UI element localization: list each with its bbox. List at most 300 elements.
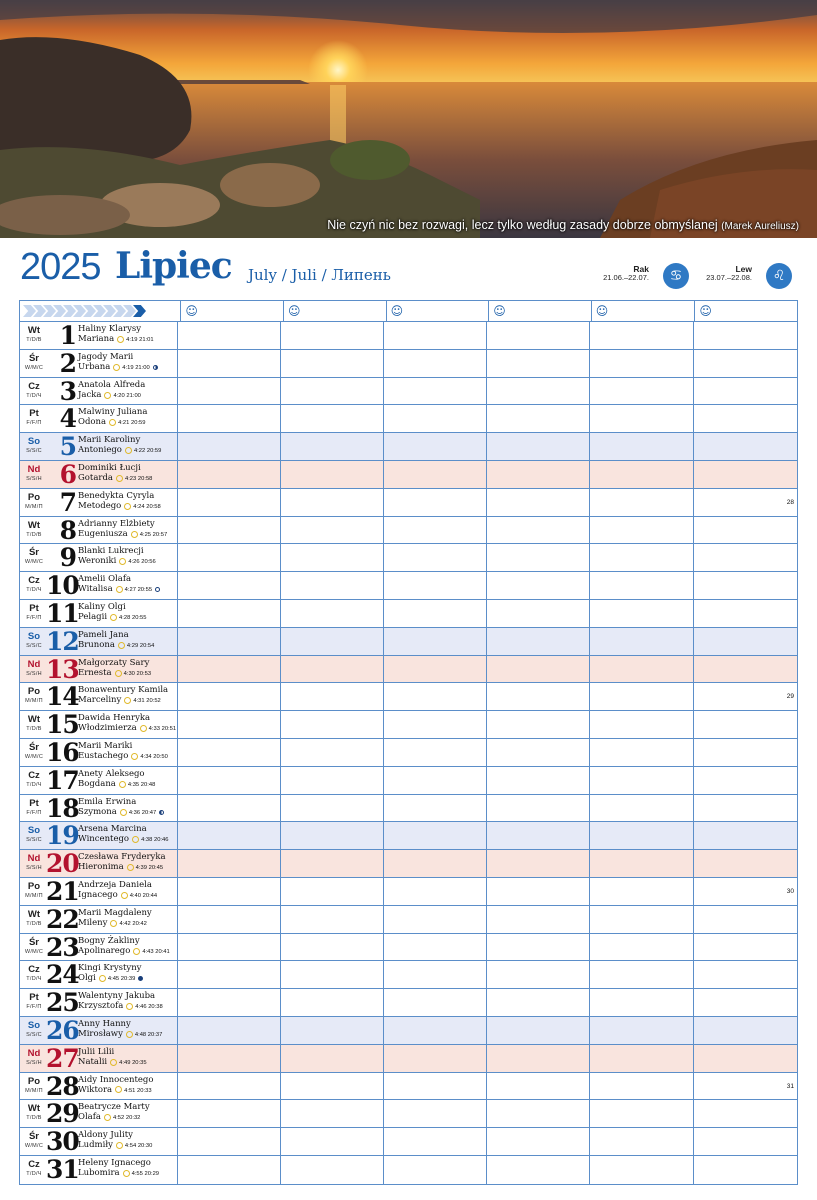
note-cell[interactable] — [281, 934, 384, 961]
note-cell[interactable] — [384, 711, 487, 738]
note-cell[interactable] — [384, 1156, 487, 1184]
day-of-week: Nd — [27, 463, 41, 475]
note-cell[interactable] — [590, 1017, 694, 1044]
note-cell[interactable] — [281, 989, 384, 1016]
note-cell[interactable] — [487, 1017, 590, 1044]
day-number: 4 — [59, 404, 76, 434]
note-cell[interactable] — [384, 322, 487, 349]
note-cell[interactable] — [487, 795, 590, 822]
note-cell[interactable] — [178, 322, 281, 349]
note-cell[interactable] — [178, 433, 281, 460]
sunset-time: 20:56 — [141, 559, 156, 566]
note-cell[interactable] — [487, 822, 590, 849]
name-days-line1: Walentyny Jakuba — [78, 991, 156, 1002]
note-cell[interactable] — [487, 517, 590, 544]
name-days-line2 — [78, 947, 170, 956]
note-cell[interactable] — [590, 544, 694, 571]
name-days-line1: Heleny Ignacego — [78, 1157, 151, 1168]
note-cell[interactable] — [178, 350, 281, 377]
note-cell[interactable] — [590, 322, 694, 349]
note-cell[interactable] — [281, 850, 384, 877]
name-days-line2 — [78, 418, 146, 427]
note-cell[interactable] — [281, 1128, 384, 1155]
note-cell[interactable] — [694, 322, 796, 349]
note-cell[interactable] — [384, 1017, 487, 1044]
note-cell[interactable] — [281, 517, 384, 544]
note-cell[interactable] — [487, 378, 590, 405]
note-cell[interactable] — [178, 628, 281, 655]
note-cell[interactable] — [384, 628, 487, 655]
note-cell[interactable] — [281, 767, 384, 794]
note-cell[interactable] — [178, 822, 281, 849]
note-cell[interactable] — [694, 433, 796, 460]
note-cell[interactable] — [590, 961, 694, 988]
note-cell[interactable] — [384, 433, 487, 460]
sun-times — [117, 337, 153, 343]
sun-times — [110, 1060, 146, 1066]
day-info — [20, 378, 178, 405]
note-cell[interactable] — [178, 1100, 281, 1127]
day-info — [20, 544, 178, 571]
note-cell[interactable] — [281, 600, 384, 627]
note-cell[interactable] — [384, 906, 487, 933]
note-cell[interactable] — [178, 489, 281, 516]
note-cell[interactable] — [487, 767, 590, 794]
note-cell[interactable] — [694, 628, 796, 655]
note-cell[interactable] — [694, 1156, 796, 1184]
day-of-week-translations: S/S/C — [26, 448, 42, 455]
sunset-time: 20:32 — [125, 1115, 141, 1122]
note-cell[interactable] — [178, 517, 281, 544]
note-cell[interactable] — [590, 572, 694, 599]
note-cell[interactable] — [694, 767, 796, 794]
sunrise-time: 4:35 — [127, 781, 140, 788]
note-cell[interactable] — [487, 683, 590, 710]
note-cell[interactable] — [281, 378, 384, 405]
name-days-line1: Andrzeja Daniela — [78, 879, 152, 890]
note-cell[interactable] — [487, 544, 590, 571]
name-days-line2 — [78, 780, 155, 789]
note-cell[interactable] — [694, 405, 796, 432]
note-cell[interactable] — [487, 906, 590, 933]
note-cell[interactable] — [694, 934, 796, 961]
note-cell[interactable] — [590, 517, 694, 544]
note-cell[interactable] — [694, 600, 796, 627]
day-of-week: Wt — [27, 714, 41, 726]
sunrise-time: 4:46 — [135, 1004, 147, 1011]
note-cell[interactable] — [281, 1017, 384, 1044]
sunrise-time: 4:27 — [124, 587, 136, 594]
note-cell[interactable] — [178, 600, 281, 627]
sun-icon — [110, 920, 117, 927]
sun-times — [110, 615, 146, 621]
note-cell[interactable] — [694, 961, 796, 988]
sunset-time: 20:38 — [148, 1004, 163, 1011]
sunset-time: 20:48 — [140, 781, 156, 788]
note-cell[interactable] — [590, 656, 694, 683]
note-cell[interactable] — [178, 989, 281, 1016]
name-days-line1: Marii Mariki — [78, 740, 133, 751]
note-cell[interactable] — [694, 906, 796, 933]
note-cell[interactable] — [178, 572, 281, 599]
note-cell[interactable] — [694, 1017, 796, 1044]
day-number: 28 — [46, 1071, 79, 1101]
note-cell[interactable] — [281, 822, 384, 849]
note-cell[interactable] — [281, 544, 384, 571]
sun-times — [109, 420, 145, 426]
note-cell[interactable] — [590, 989, 694, 1016]
sun-icon — [126, 1003, 133, 1010]
sunset-time: 20:44 — [142, 892, 158, 899]
note-cell[interactable] — [694, 572, 796, 599]
note-cell[interactable] — [178, 767, 281, 794]
note-cell[interactable] — [590, 711, 694, 738]
note-cell[interactable] — [281, 739, 384, 766]
day-row — [20, 934, 797, 962]
note-cell[interactable] — [281, 405, 384, 432]
name-days-line1: Bogny Żakliny — [78, 935, 140, 946]
note-cell[interactable] — [590, 739, 694, 766]
name-days-text: Eugeniusza — [78, 528, 128, 539]
note-cell[interactable] — [384, 961, 487, 988]
note-cell[interactable] — [694, 350, 796, 377]
sun-icon — [104, 392, 111, 399]
note-cell[interactable] — [178, 1017, 281, 1044]
sunrise-time: 4:19 — [126, 337, 138, 343]
note-cell[interactable] — [178, 934, 281, 961]
sun-times — [119, 782, 155, 788]
name-days-line1: Kaliny Olgi — [78, 601, 126, 612]
name-days-line2 — [78, 919, 147, 928]
note-cell[interactable] — [487, 711, 590, 738]
note-cell[interactable] — [694, 378, 796, 405]
note-cell[interactable] — [384, 739, 487, 766]
note-cell[interactable] — [590, 433, 694, 460]
name-days-text: Olgi — [78, 973, 96, 984]
note-cell[interactable] — [694, 795, 796, 822]
note-cell[interactable] — [178, 1156, 281, 1184]
note-cell[interactable] — [487, 1045, 590, 1072]
note-cell[interactable] — [590, 1100, 694, 1127]
note-cell[interactable] — [178, 683, 281, 710]
week-number: 31 — [786, 1082, 794, 1090]
note-cell[interactable] — [694, 850, 796, 877]
note-cell[interactable] — [178, 1128, 281, 1155]
note-cell[interactable] — [384, 600, 487, 627]
note-cell[interactable] — [590, 934, 694, 961]
note-cell[interactable] — [384, 1100, 487, 1127]
day-of-week: Cz — [28, 964, 40, 976]
note-cell[interactable] — [487, 1073, 590, 1100]
note-cell[interactable] — [590, 405, 694, 432]
note-cell[interactable] — [178, 656, 281, 683]
day-info — [20, 572, 178, 599]
sunset-time: 20:57 — [152, 531, 168, 538]
note-cell[interactable] — [384, 572, 487, 599]
note-cell[interactable] — [590, 489, 694, 516]
note-cell[interactable] — [281, 1073, 384, 1100]
note-cell[interactable] — [384, 350, 487, 377]
name-days-line2 — [78, 808, 164, 817]
note-cell[interactable] — [384, 934, 487, 961]
note-cell[interactable] — [487, 600, 590, 627]
note-cell[interactable] — [384, 1128, 487, 1155]
note-cell[interactable] — [178, 739, 281, 766]
name-days-line2 — [78, 502, 161, 511]
note-cell[interactable] — [590, 1156, 694, 1184]
day-number: 17 — [46, 765, 79, 795]
note-cell[interactable] — [694, 1045, 796, 1072]
note-cell[interactable] — [487, 572, 590, 599]
note-cell[interactable] — [281, 350, 384, 377]
note-cell[interactable] — [487, 350, 590, 377]
note-cell[interactable] — [590, 767, 694, 794]
sunset-time: 21:00 — [135, 364, 150, 371]
day-row — [20, 850, 797, 878]
sunset-time: 20:35 — [132, 1059, 147, 1066]
note-cell[interactable] — [178, 378, 281, 405]
name-days-text: Jacka — [78, 389, 102, 400]
note-cell[interactable] — [487, 628, 590, 655]
note-cell[interactable] — [694, 711, 796, 738]
note-cell[interactable] — [384, 378, 487, 405]
day-info — [20, 517, 178, 544]
note-cell[interactable] — [590, 822, 694, 849]
note-cell[interactable] — [590, 850, 694, 877]
note-cell[interactable] — [281, 711, 384, 738]
note-cell[interactable] — [384, 405, 487, 432]
name-days-line1: Aidy Innocentego — [78, 1074, 154, 1085]
note-cell[interactable] — [281, 656, 384, 683]
note-cell[interactable] — [590, 906, 694, 933]
smiley-icon: ☺ — [595, 304, 609, 318]
note-cell[interactable] — [384, 461, 487, 488]
day-info — [20, 739, 178, 766]
day-of-week-translations: M/M/П — [25, 698, 43, 705]
note-cell[interactable] — [694, 656, 796, 683]
sun-times — [125, 448, 161, 454]
note-cell[interactable] — [590, 628, 694, 655]
day-number: 1 — [59, 321, 76, 350]
note-cell[interactable] — [487, 433, 590, 460]
day-info — [20, 767, 178, 794]
day-of-week-translations: T/D/Ч — [26, 392, 42, 399]
sunset-time: 20:53 — [136, 670, 152, 677]
sun-icon — [124, 503, 131, 510]
note-cell[interactable] — [590, 600, 694, 627]
note-cell[interactable] — [178, 795, 281, 822]
note-cell[interactable] — [281, 795, 384, 822]
note-cell[interactable] — [694, 461, 796, 488]
sun-times — [126, 1032, 162, 1038]
note-cell[interactable] — [384, 517, 487, 544]
sun-times — [131, 532, 167, 538]
note-cell[interactable] — [487, 1100, 590, 1127]
note-cell[interactable] — [694, 989, 796, 1016]
note-cell[interactable] — [590, 1045, 694, 1072]
day-of-week: Wt — [27, 519, 41, 531]
column-header-6 — [695, 301, 797, 321]
day-number: 20 — [46, 849, 79, 879]
sunrise-time: 4:20 — [113, 392, 125, 399]
cancer-icon: ♋ — [663, 263, 689, 289]
day-info — [20, 989, 178, 1016]
name-days-line2 — [78, 1169, 159, 1178]
day-number: 11 — [46, 598, 79, 628]
sun-times — [99, 976, 143, 982]
note-cell[interactable] — [281, 322, 384, 349]
note-cell[interactable] — [281, 878, 384, 905]
day-info — [20, 934, 178, 961]
name-days-text: Antoniego — [78, 445, 122, 456]
sun-icon — [131, 753, 138, 760]
note-cell[interactable] — [384, 544, 487, 571]
note-cell[interactable] — [694, 544, 796, 571]
name-days-line2 — [78, 696, 161, 705]
sun-icon — [127, 864, 134, 871]
note-cell[interactable] — [694, 489, 796, 516]
day-of-week: Nd — [27, 853, 41, 865]
day-of-week-translations: T/D/B — [26, 1115, 42, 1122]
note-cell[interactable] — [694, 1128, 796, 1155]
note-cell[interactable] — [281, 1045, 384, 1072]
sunset-time: 20:58 — [146, 503, 161, 510]
sunrise-time: 4:38 — [141, 837, 153, 844]
note-cell[interactable] — [281, 961, 384, 988]
chevron-arrow-icon — [20, 301, 181, 321]
name-days-text: Urbana — [78, 361, 111, 372]
note-cell[interactable] — [384, 795, 487, 822]
name-days-line2 — [78, 1002, 163, 1011]
note-cell[interactable] — [487, 989, 590, 1016]
smiley-icon: ☺ — [699, 304, 712, 318]
note-cell[interactable] — [487, 850, 590, 877]
name-days-line2 — [78, 1058, 147, 1067]
note-cell[interactable] — [384, 822, 487, 849]
day-number: 5 — [59, 432, 76, 462]
day-row — [20, 433, 797, 461]
note-cell[interactable] — [487, 934, 590, 961]
name-days-line1: Julii Lilii — [78, 1046, 115, 1057]
column-header-5 — [592, 301, 696, 321]
sun-times — [131, 754, 167, 760]
zodiac-name: Rak — [633, 264, 649, 274]
note-cell[interactable] — [384, 850, 487, 877]
note-cell[interactable] — [487, 878, 590, 905]
note-cell[interactable] — [694, 517, 796, 544]
day-row — [20, 1017, 797, 1045]
note-cell[interactable] — [590, 683, 694, 710]
note-cell[interactable] — [281, 461, 384, 488]
note-cell[interactable] — [178, 405, 281, 432]
note-cell[interactable] — [178, 711, 281, 738]
sunrise-time: 4:24 — [133, 503, 145, 510]
name-days-text: Szymona — [78, 806, 117, 817]
note-cell[interactable] — [694, 1100, 796, 1127]
note-cell[interactable] — [384, 489, 487, 516]
note-cell[interactable] — [281, 433, 384, 460]
note-cell[interactable] — [178, 906, 281, 933]
sunset-time: 20:39 — [120, 976, 136, 983]
note-cell[interactable] — [487, 1128, 590, 1155]
name-days-line2 — [78, 446, 161, 455]
note-cell[interactable] — [590, 350, 694, 377]
day-of-week-translations: T/D/Ч — [26, 587, 42, 594]
smiley-icon: ☺ — [185, 304, 198, 318]
note-cell[interactable] — [590, 378, 694, 405]
note-cell[interactable] — [281, 1100, 384, 1127]
sun-icon — [126, 1031, 133, 1038]
note-cell[interactable] — [384, 1045, 487, 1072]
note-cell[interactable] — [178, 878, 281, 905]
column-header-1 — [181, 301, 284, 321]
note-cell[interactable] — [694, 878, 796, 905]
name-days-line2 — [78, 669, 151, 678]
note-cell[interactable] — [281, 628, 384, 655]
note-cell[interactable] — [487, 461, 590, 488]
note-cell[interactable] — [281, 489, 384, 516]
note-cell[interactable] — [281, 906, 384, 933]
note-cell[interactable] — [281, 683, 384, 710]
day-row — [20, 989, 797, 1017]
note-cell[interactable] — [694, 683, 796, 710]
note-cell[interactable] — [178, 961, 281, 988]
note-cell[interactable] — [384, 656, 487, 683]
note-cell[interactable] — [281, 572, 384, 599]
sun-times — [116, 587, 160, 593]
day-number: 30 — [46, 1127, 79, 1157]
note-cell[interactable] — [590, 461, 694, 488]
name-days-line1: Arsena Marcina — [78, 824, 147, 835]
note-cell[interactable] — [178, 1045, 281, 1072]
note-cell[interactable] — [384, 878, 487, 905]
note-cell[interactable] — [178, 850, 281, 877]
note-cell[interactable] — [487, 656, 590, 683]
note-cell[interactable] — [590, 1073, 694, 1100]
note-cell[interactable] — [178, 544, 281, 571]
note-cell[interactable] — [590, 878, 694, 905]
column-header-2 — [284, 301, 387, 321]
note-cell[interactable] — [384, 989, 487, 1016]
sunrise-time: 4:31 — [133, 698, 145, 705]
note-cell[interactable] — [178, 461, 281, 488]
note-cell[interactable] — [487, 1156, 590, 1184]
name-days-line2 — [78, 891, 157, 900]
sun-times — [121, 893, 157, 899]
note-cell[interactable] — [487, 489, 590, 516]
note-cell[interactable] — [384, 683, 487, 710]
note-cell[interactable] — [178, 1073, 281, 1100]
note-cell[interactable] — [384, 1073, 487, 1100]
note-cell[interactable] — [694, 739, 796, 766]
day-of-week: Cz — [28, 769, 40, 781]
note-cell[interactable] — [487, 739, 590, 766]
sunrise-time: 4:29 — [126, 642, 139, 649]
note-cell[interactable] — [487, 961, 590, 988]
sunrise-time: 4:42 — [119, 920, 131, 927]
day-of-week-translations: S/S/C — [26, 837, 42, 844]
note-cell[interactable] — [487, 405, 590, 432]
note-cell[interactable] — [694, 1073, 796, 1100]
note-cell[interactable] — [384, 767, 487, 794]
note-cell[interactable] — [487, 322, 590, 349]
note-cell[interactable] — [590, 1128, 694, 1155]
note-cell[interactable] — [281, 1156, 384, 1184]
sunset-time: 20:54 — [139, 642, 155, 649]
note-cell[interactable] — [590, 795, 694, 822]
day-of-week-translations: T/D/B — [26, 337, 42, 343]
note-cell[interactable] — [694, 822, 796, 849]
